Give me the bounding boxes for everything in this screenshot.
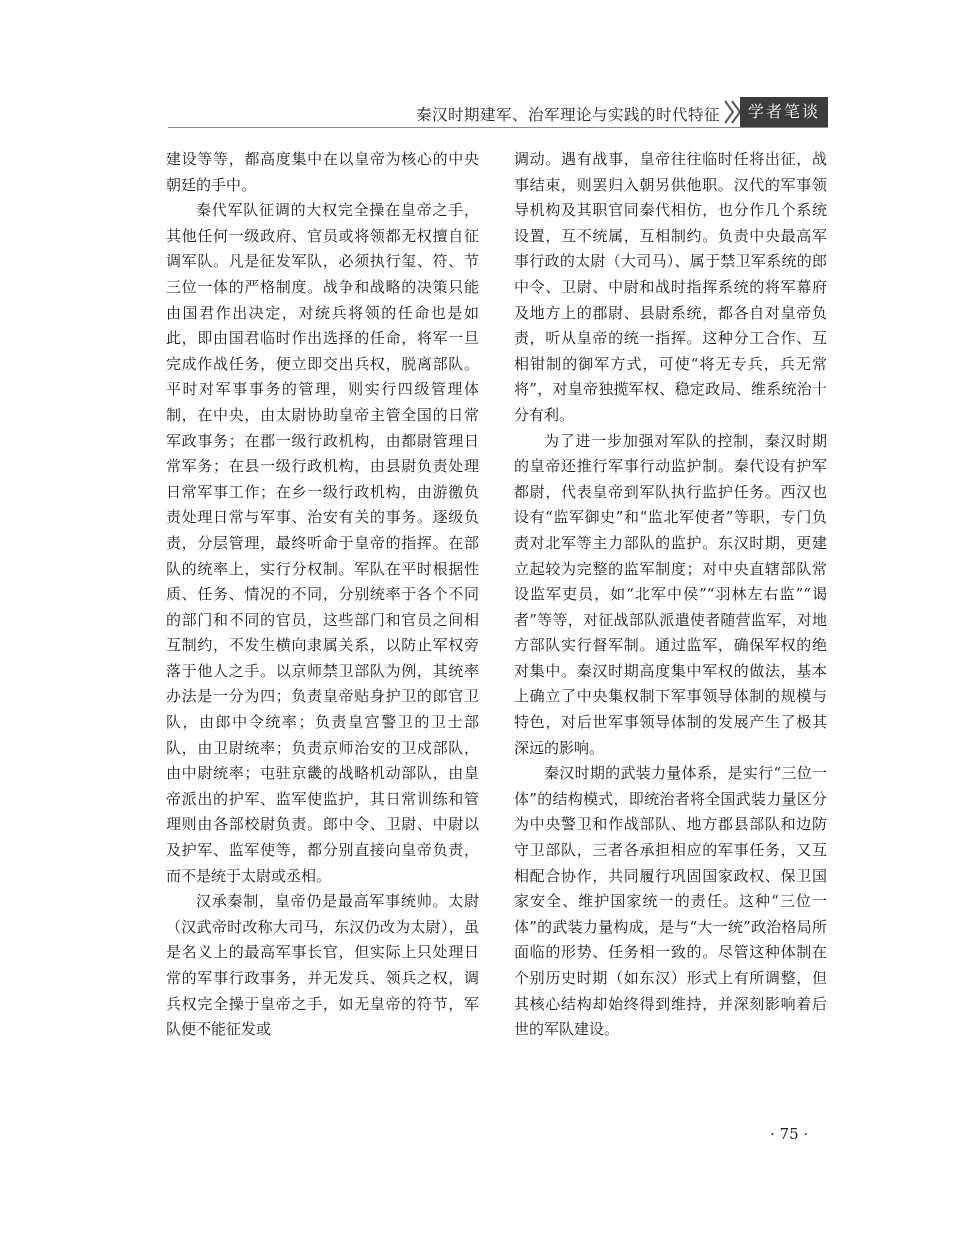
page-number: · 75 · xyxy=(770,1125,809,1143)
paragraph: 秦汉时期的武装力量体系，是实行“三位一体”的结构模式，即统治者将全国武装力量区分为中央警卫和作战部队、地方郡县部队和边防守卫部队，三者各承担相应的军事任务，又互相配合协作，共同履行巩固国家政权、保卫国家安全、维护国家统一的责任。这种“三位一体”的武装力量构成，是与“大一统”政治格局所面临的形势、任务相一致的。尽管这种体制在个别历史时期（如东汉）形式上有所调整，但其核心结构却始终得到维持，并深刻影响着后世的军队建设。 xyxy=(514,764,827,1039)
header-divider xyxy=(168,127,828,128)
running-header xyxy=(0,97,964,129)
paragraph: 调动。遇有战事，皇帝往往临时任将出征，战事结束，则罢归入朝另供他职。汉代的军事领导机构及其职官同秦代相仿，也分作几个系统设置，互不统属，互相制约。负责中央最高军事行政的太尉（大司马）、属于禁卫军系统的郎中令、卫尉、中尉和战时指挥系统的将军幕府及地方上的郡尉、县尉系统，都各自对皇帝负责，听从皇帝的统一指挥。这种分工合作、互相钳制的御军方式，可使“将无专兵，兵无常将”，对皇帝独揽军权、稳定政局、维系统治十分有利。 xyxy=(514,150,827,424)
right-text-column xyxy=(514,147,827,1043)
column-label-badge: 学者笔谈 xyxy=(740,97,828,127)
running-title: 秦汉时期建军、治军理论与实践的时代特征 xyxy=(415,106,720,124)
paragraph: 秦代军队征调的大权完全操在皇帝之手，其他任何一级政府、官员或将领都无权擅自征调军队。凡是征发军队，必须执行玺、符、节三位一体的严格制度。战争和战略的决策只能由国君作出决定，对统兵将领的任命也是如此，即由国君临时作出选择的任命，将军一旦完成作战任务，便立即交出兵权，脱离部队。平时对军事事务的管理，则实行四级管理体制，在中央，由太尉协助皇帝主管全国的日常军政事务；在郡一级行政机构，由都尉管理日常军务；在县一级行政机构，由县尉负责处理日常军事工作；在乡一级行政机构，由游徼负责处理日常与军事、治安有关的事务。逐级负责，分层管理，最终听命于皇帝的指挥。在部队的统率上，实行分权制。军队在平时根据性质、任务、情况的不同，分别统率于各个不同的部门和不同的官员，这些部门和官员之间相互制约，不发生横向隶属关系，以防止军权旁落于他人之手。以京师禁卫部队为例，其统率办法是一分为四；负责皇帝贴身护卫的郎官卫队，由郎中令统率；负责皇宫警卫的卫士部队，由卫尉统率；负责京师治安的卫戍部队，由中尉统率；屯驻京畿的战略机动部队，由皇帝派出的护军、监军使监护，其日常训练和管理则由各部校尉负责。郎中令、卫尉、中尉以及护军、监军使等，都分别直接向皇帝负责，而不是统于太尉或丞相。 xyxy=(166,201,479,885)
left-text-column xyxy=(166,147,479,1043)
paragraph: 汉承秦制，皇帝仍是最高军事统帅。太尉（汉武帝时改称大司马，东汉仍改为太尉），虽是名义上的最高军事长官，但实际上只处理日常的军事行政事务，并无发兵、领兵之权，调兵权完全操于皇帝之手，如无皇帝的符节，军队便不能征发或 xyxy=(166,892,479,1039)
paragraph: 为了进一步加强对军队的控制，秦汉时期的皇帝还推行军事行动监护制。秦代设有护军都尉，代表皇帝到军队执行监护任务。西汉也设有“监军御史”和“监北军使者”等职，专门负责对北军等主力部队的监护。东汉时期，更建立起较为完整的监军制度；对中央直辖部队常设监军吏员，如“北军中侯”“羽林左右监”“谒者”等等，对征战部队派遣使者随营监军，对地方部队实行督军制。通过监军，确保军权的绝对集中。秦汉时期高度集中军权的做法，基本上确立了中央集权制下军事领导体制的规模与特色，对后世军事领导体制的发展产生了极其深远的影响。 xyxy=(514,431,827,757)
paragraph: 建设等等，都高度集中在以皇帝为核心的中央朝廷的手中。 xyxy=(166,150,479,194)
